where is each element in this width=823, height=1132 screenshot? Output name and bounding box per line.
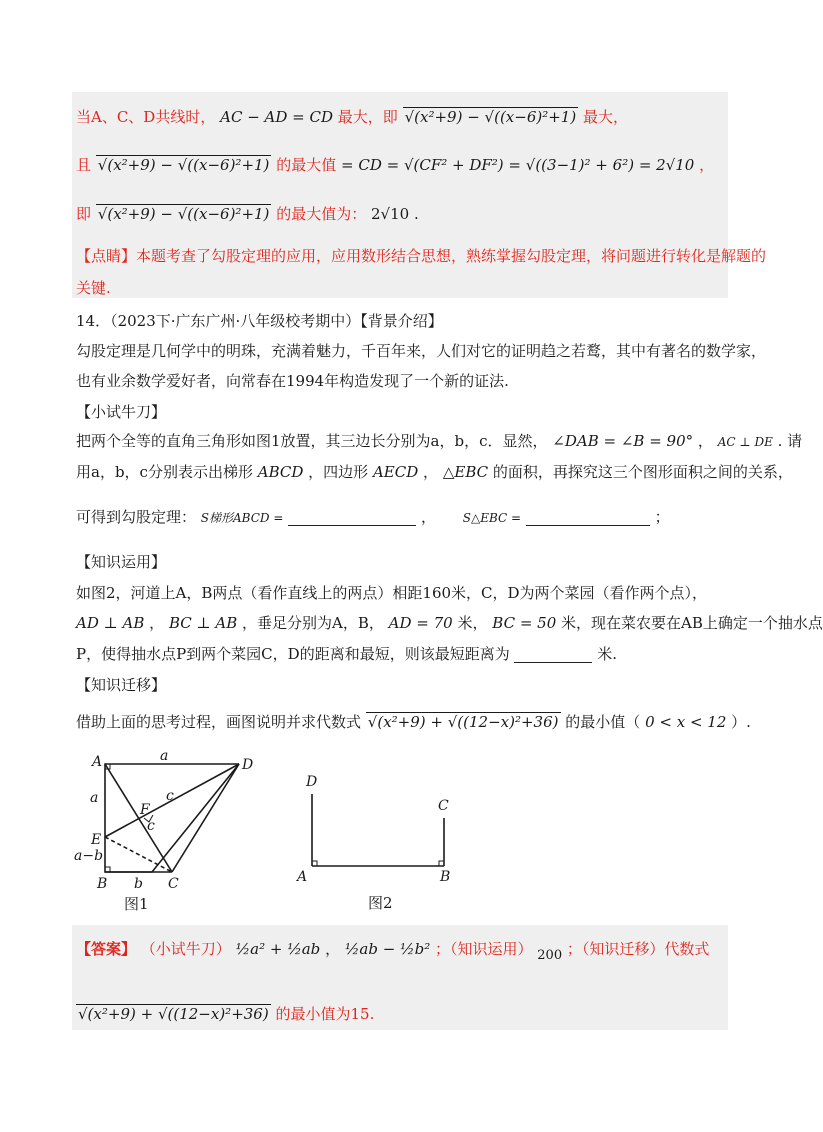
text: 米，现在菜农要在AB上确定一个抽水点 xyxy=(561,614,823,632)
text: ；（知识迁移）代数式 xyxy=(566,940,710,958)
formula-radical: √(x²+9) + √((12−x)²+36) xyxy=(367,713,559,731)
formula: ABCD xyxy=(257,463,304,481)
formula: S△EBC = xyxy=(462,511,522,525)
fig1-segment-CD xyxy=(172,764,239,872)
answer-line-2 xyxy=(76,1004,374,1023)
formula-radical: √(x²+9) + √((12−x)²+36) xyxy=(78,1005,269,1023)
text: 即 xyxy=(76,205,92,223)
answer-tag: 【答案】 xyxy=(76,940,137,958)
text: 最大，即 xyxy=(337,108,398,126)
text: . xyxy=(413,205,419,223)
fig1-label-F: F xyxy=(140,802,150,818)
fig2-label-B: B xyxy=(440,869,451,885)
section1-line-1 xyxy=(76,432,802,450)
fig1-side-a-top: a xyxy=(160,748,169,764)
section-title-2: 【知识运用】 xyxy=(76,553,167,571)
section1-line-2 xyxy=(76,463,793,481)
text: . 请 xyxy=(777,432,803,450)
formula: AECD xyxy=(372,463,419,481)
formula-radical: √(x²+9) − √((x−6)²+1) xyxy=(97,156,270,174)
section2-line-3 xyxy=(76,645,617,663)
fig1-trapezoid-outline xyxy=(105,764,239,872)
formula: 2√10 xyxy=(371,205,410,223)
text: 当A、C、D共线时， xyxy=(76,108,216,126)
formula: AC − AD = CD xyxy=(220,108,334,126)
text: ， xyxy=(423,463,439,481)
comment-line-2: 关键. xyxy=(76,279,111,297)
text: ， xyxy=(420,508,436,526)
formula: AD ⊥ AB xyxy=(76,614,145,632)
text: 最大， xyxy=(583,108,629,126)
comment-line-1: 【点睛】本题考查了勾股定理的应用，应用数形结合思想，熟练掌握勾股定理，将问题进行转化是解题的 xyxy=(76,247,767,265)
formula: ½ab − ½b² xyxy=(344,940,431,958)
text: 米， xyxy=(457,614,488,632)
formula: ∠DAB = ∠B = 90° xyxy=(552,432,694,450)
text: 借助上面的思考过程，画图说明并求代数式 xyxy=(76,713,362,731)
background-line-2: 也有业余数学爱好者，向常春在1994年构造发现了一个新的证法. xyxy=(76,372,509,390)
formula: BC ⊥ AB xyxy=(168,614,238,632)
text: ）. xyxy=(731,713,751,731)
fig1-label-D: D xyxy=(242,757,254,773)
text: 米. xyxy=(597,645,618,663)
text: 且 xyxy=(76,156,92,174)
formula: 200 xyxy=(537,948,563,963)
text: ， xyxy=(149,614,165,632)
formula: ½a² + ½ab xyxy=(235,940,321,958)
fig1-side-c-mid: c xyxy=(147,818,155,834)
text: P，使得抽水点P到两个菜园C，D的距离和最短，则该最短距离为 xyxy=(76,645,510,663)
section-title-3: 【知识迁移】 xyxy=(76,676,167,694)
formula: = CD = √(CF² + DF²) = √((3−1)² + 6²) = 2√10 xyxy=(341,156,695,174)
fig2-label-D: D xyxy=(306,774,318,790)
fig1-side-a-left: a xyxy=(90,790,99,806)
text: 的最小值为15. xyxy=(275,1005,375,1023)
text: ， xyxy=(697,432,713,450)
figure-1 xyxy=(74,748,292,923)
text: 用a，b，c分别表示出梯形 xyxy=(76,463,253,481)
fig1-label-E: E xyxy=(91,832,102,848)
text: ，四边形 xyxy=(308,463,369,481)
fig2-label-A: A xyxy=(297,869,308,885)
solution-line-2 xyxy=(76,155,714,174)
text: ；（知识运用） xyxy=(434,940,533,958)
formula-radical: √(x²+9) − √((x−6)²+1) xyxy=(404,108,577,126)
section2-line-2 xyxy=(76,614,823,632)
formula: S梯形ABCD = xyxy=(200,511,284,525)
section1-line-3 xyxy=(76,508,670,526)
text: ， xyxy=(699,156,715,174)
text: （小试牛刀） xyxy=(140,940,231,958)
formula: AC ⊥ DE xyxy=(717,435,773,449)
fig1-side-b: b xyxy=(134,876,143,892)
answer-blank-1[interactable] xyxy=(288,509,416,526)
formula: 0 < x < 12 xyxy=(645,713,727,731)
fig1-caption: 图1 xyxy=(124,895,149,913)
fig1-label-C: C xyxy=(168,876,179,892)
background-line-1: 勾股定理是几何学中的明珠，充满着魅力，千百年来，人们对它的证明趋之若鹜，其中有著名的数学家， xyxy=(76,342,767,360)
formula: △EBC xyxy=(442,463,489,481)
text: ， xyxy=(325,940,341,958)
fig2-label-C: C xyxy=(438,798,449,814)
solution-line-3 xyxy=(76,204,419,223)
formula-radical: √(x²+9) − √((x−6)²+1) xyxy=(97,205,270,223)
text: 的最小值（ xyxy=(565,713,641,731)
figure-2 xyxy=(288,770,478,925)
formula: AD = 70 xyxy=(388,614,453,632)
solution-line-1 xyxy=(76,107,628,126)
fig1-label-A: A xyxy=(92,754,103,770)
fig1-label-B: B xyxy=(97,876,108,892)
question-header: 14．（2023下·广东广州·八年级校考期中）【背景介绍】 xyxy=(76,312,443,330)
text: 可得到勾股定理： xyxy=(76,508,197,526)
formula: BC = 50 xyxy=(492,614,557,632)
section2-line-1: 如图2，河道上A，B两点（看作直线上的两点）相距160米，C，D为两个菜园（看作两个点）， xyxy=(76,584,708,602)
answer-blank-3[interactable] xyxy=(514,646,592,663)
fig1-side-amb: a−b xyxy=(74,848,104,864)
text: ，垂足分别为A，B， xyxy=(242,614,384,632)
text: 的面积，再探究这三个图形面积之间的关系， xyxy=(492,463,793,481)
section3-line-1 xyxy=(76,712,751,731)
fig2-caption: 图2 xyxy=(368,894,393,912)
text: 的最大值为： xyxy=(276,205,367,223)
section-title-1: 【小试牛刀】 xyxy=(76,403,167,421)
text: 的最大值 xyxy=(276,156,337,174)
text: ； xyxy=(654,508,670,526)
fig1-side-c-top: c xyxy=(166,788,174,804)
answer-line-1 xyxy=(76,940,710,963)
answer-blank-2[interactable] xyxy=(526,509,650,526)
text: 把两个全等的直角三角形如图1放置，其三边长分别为a，b，c．显然， xyxy=(76,432,548,450)
